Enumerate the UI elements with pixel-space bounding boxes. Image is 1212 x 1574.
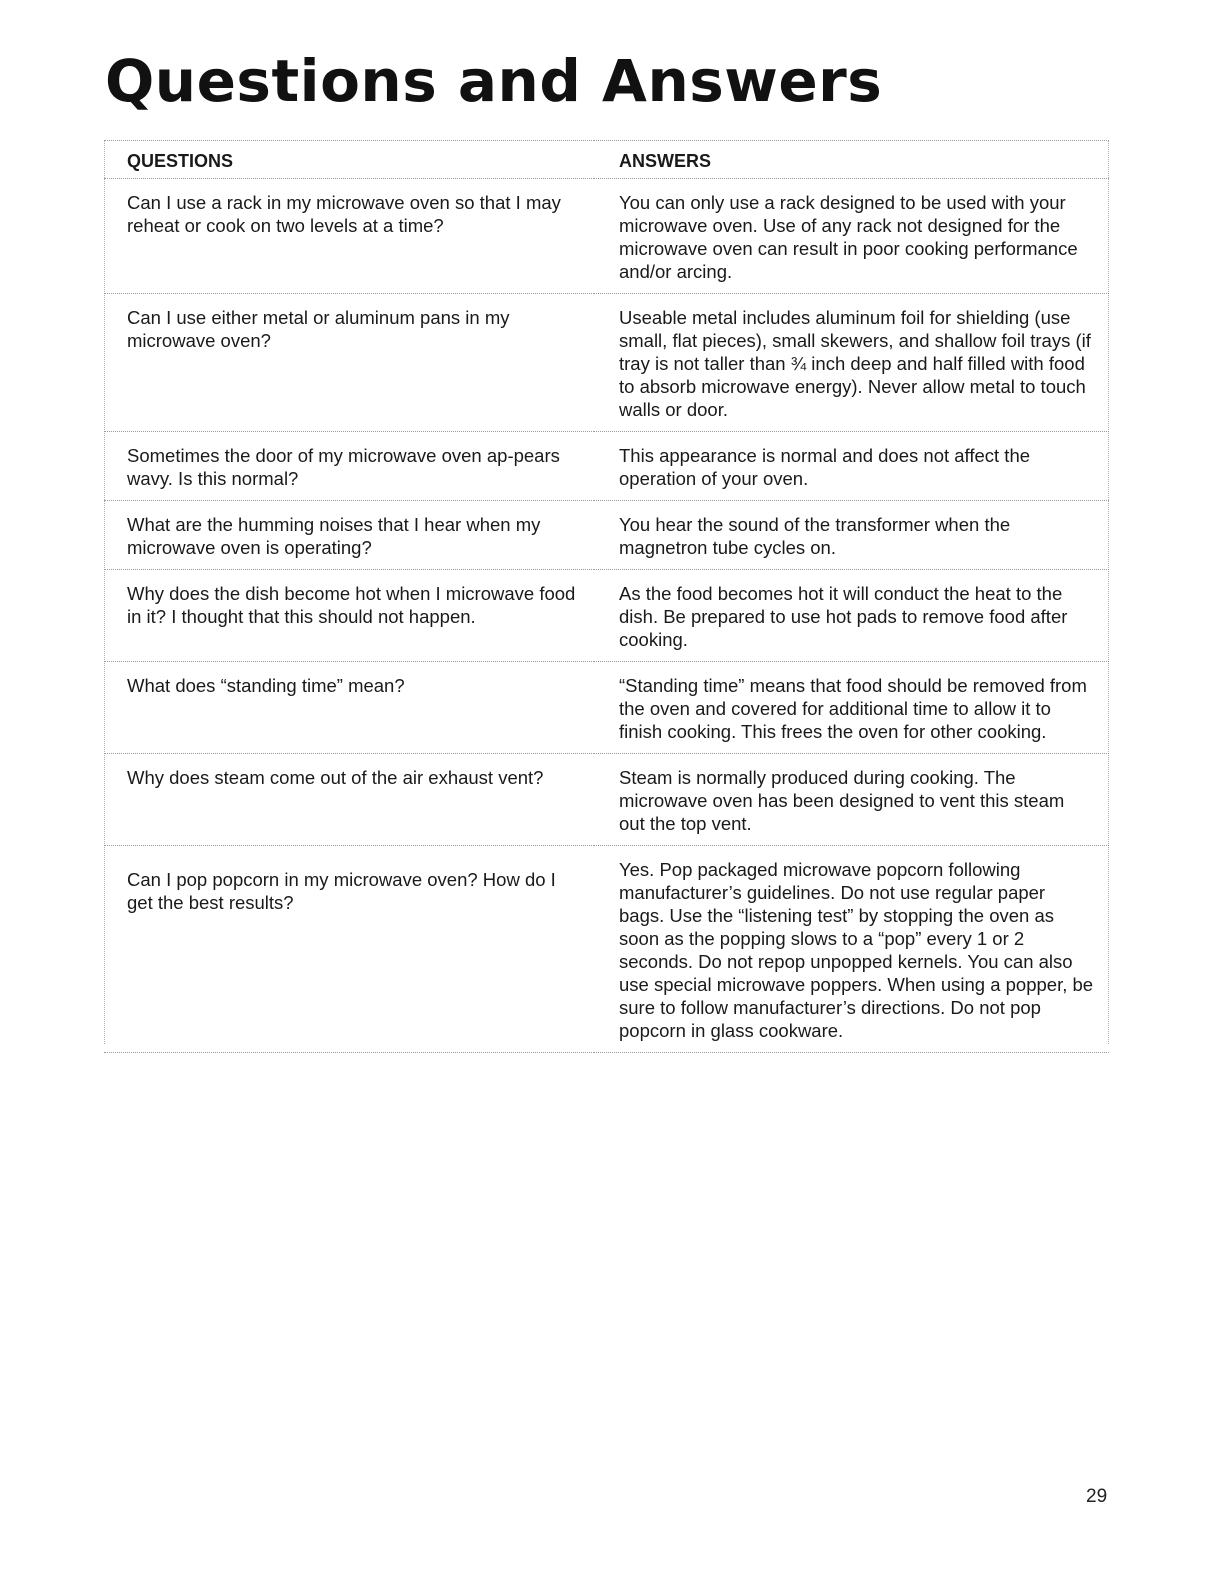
- table-row: [104, 179, 1109, 294]
- answers-header: ANSWERS: [619, 151, 712, 171]
- answer-cell: As the food becomes hot it will conduct the heat to the dish. Be prepared to use hot pads to remove food after cooking.: [619, 583, 1068, 650]
- questions-header: QUESTIONS: [127, 151, 234, 171]
- table-row: [104, 432, 1109, 501]
- question-cell: What does “standing time” mean?: [127, 675, 405, 696]
- question-cell: Can I pop popcorn in my microwave oven? How do I get the best results?: [127, 869, 556, 913]
- table-row: [104, 662, 1109, 754]
- table-row: [104, 846, 1109, 1053]
- answer-cell: Steam is normally produced during cooking. The microwave oven has been designed to vent this steam out the top vent.: [619, 767, 1065, 834]
- answer-cell: “Standing time” means that food should be removed from the oven and covered for additional time to allow it to finish cooking. This frees the oven for other cooking.: [619, 675, 1087, 742]
- question-cell: What are the humming noises that I hear when my microwave oven is operating?: [127, 514, 541, 558]
- question-cell: Why does the dish become hot when I microwave food in it? I thought that this should not happen.: [127, 583, 576, 627]
- answer-cell: This appearance is normal and does not affect the operation of your oven.: [619, 445, 1031, 489]
- question-cell: Sometimes the door of my microwave oven ap-pears wavy. Is this normal?: [127, 445, 560, 489]
- qa-table: [104, 140, 1109, 1053]
- table-row: [104, 570, 1109, 662]
- answer-cell: Yes. Pop packaged microwave popcorn following manufacturer’s guidelines. Do not use regular paper bags. Use the “listening test” by stopping the oven as soon as the popping slows to a “pop” every 1 or 2 seconds. Do not repop unpopped kernels. You can also use special microwave poppers. When using a popper, be sure to follow manufacturer’s directions. Do not pop popcorn in glass cookware.: [619, 859, 1094, 1041]
- question-cell: Can I use either metal or aluminum pans in my microwave oven?: [127, 307, 510, 351]
- answer-cell: You can only use a rack designed to be used with your microwave oven. Use of any rack not designed for the microwave oven can result in poor cooking performance and/or arcing.: [619, 192, 1078, 282]
- question-cell: Why does steam come out of the air exhaust vent?: [127, 767, 544, 788]
- page-title: Questions and Answers: [105, 47, 883, 115]
- question-cell: Can I use a rack in my microwave oven so that I may reheat or cook on two levels at a time?: [127, 192, 561, 236]
- table-row: [104, 754, 1109, 846]
- answer-cell: Useable metal includes aluminum foil for shielding (use small, flat pieces), small skewers, and shallow foil trays (if tray is not taller than ¾ inch deep and half filled with food to absorb microwave energy). Never allow metal to touch walls or door.: [619, 307, 1091, 420]
- page-number: 29: [1086, 1486, 1108, 1507]
- table-row: [104, 294, 1109, 432]
- table-header-row: [104, 141, 1109, 179]
- table-row: [104, 501, 1109, 570]
- answer-cell: You hear the sound of the transformer when the magnetron tube cycles on.: [619, 514, 1011, 558]
